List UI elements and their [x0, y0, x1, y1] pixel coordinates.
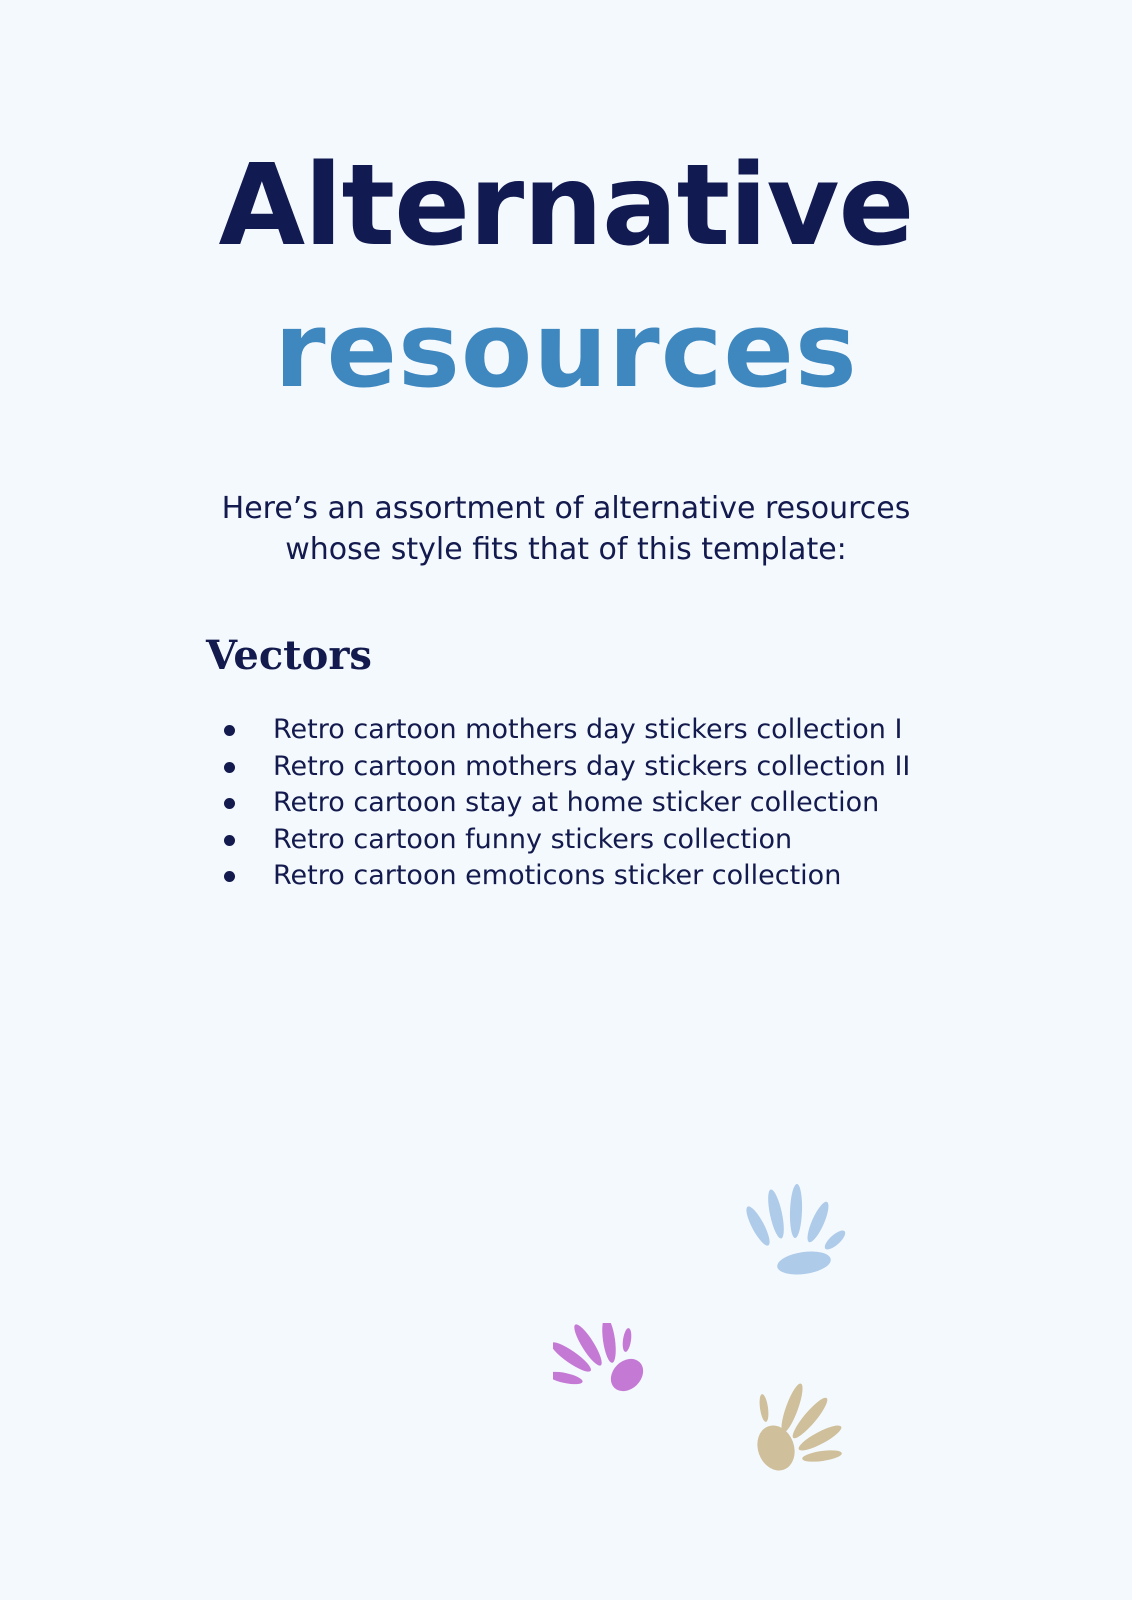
list-item-link[interactable]: Retro cartoon mothers day stickers collection I — [273, 714, 903, 745]
list-item[interactable] — [215, 712, 910, 749]
list-item-link[interactable]: Retro cartoon stay at home sticker collection — [273, 787, 880, 818]
bullet-icon — [224, 762, 235, 773]
intro-text — [166, 488, 966, 570]
intro-line-2: whose style fits that of this template: — [285, 532, 847, 567]
list-item[interactable] — [215, 749, 910, 786]
bullet-icon — [224, 835, 235, 846]
vectors-list — [215, 712, 910, 895]
title-line-1: Alternative — [218, 141, 914, 271]
list-item-link[interactable]: Retro cartoon funny stickers collection — [273, 823, 793, 855]
section-heading-vectors: Vectors — [206, 632, 372, 679]
list-item-link[interactable]: Retro cartoon mothers day stickers collection II — [273, 750, 911, 782]
list-item[interactable] — [215, 785, 910, 822]
list-item[interactable] — [215, 858, 910, 895]
sparkle-burst-blue-icon — [742, 1184, 852, 1294]
bullet-icon — [224, 725, 235, 736]
list-item-link[interactable]: Retro cartoon emoticons sticker collection — [273, 860, 842, 891]
intro-line-1: Here’s an assortment of alternative resources — [221, 491, 911, 526]
sparkle-burst-tan-icon — [752, 1380, 862, 1490]
title-line-2: resources — [274, 289, 858, 411]
bullet-icon — [224, 798, 235, 809]
bullet-icon — [224, 871, 235, 882]
sparkle-burst-purple-icon — [553, 1323, 663, 1433]
list-item[interactable] — [215, 822, 910, 859]
